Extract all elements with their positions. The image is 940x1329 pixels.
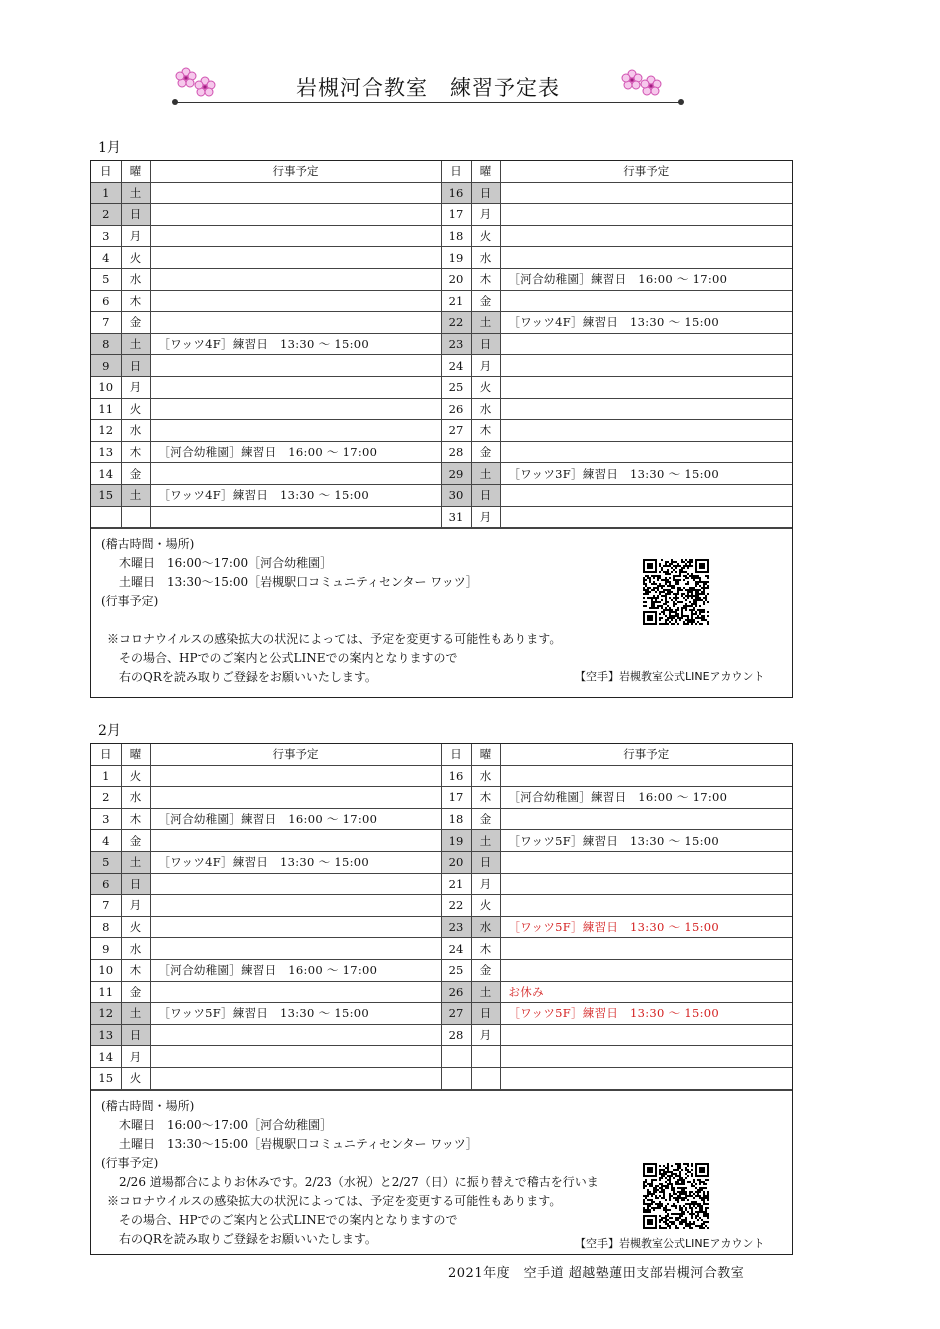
table-row bbox=[91, 463, 792, 485]
header-weekday: 曜 bbox=[471, 161, 500, 182]
weekday-cell: 水 bbox=[121, 938, 150, 960]
weekday-cell: 水 bbox=[471, 247, 500, 269]
day-cell: 4 bbox=[91, 830, 121, 852]
day-cell: 17 bbox=[441, 204, 471, 226]
event-cell bbox=[500, 938, 792, 960]
table-row bbox=[91, 506, 792, 528]
month-label-jan: 1月 bbox=[98, 140, 121, 156]
table-row bbox=[91, 355, 792, 377]
event-cell: ［河合幼稚園］練習日 16:00 〜 17:00 bbox=[150, 959, 441, 981]
table-row bbox=[91, 441, 792, 463]
day-cell: 1 bbox=[91, 765, 121, 787]
day-cell: 2 bbox=[91, 204, 121, 226]
table-row bbox=[91, 376, 792, 398]
weekday-cell: 土 bbox=[121, 182, 150, 204]
table-row bbox=[91, 290, 792, 312]
schedule-jan bbox=[90, 160, 793, 698]
corona-note-3: 右のQRを読み取りご登録をお願いいたします。 bbox=[119, 670, 377, 685]
day-cell: 13 bbox=[91, 1024, 121, 1046]
event-cell bbox=[500, 851, 792, 873]
weekday-cell: 火 bbox=[121, 247, 150, 269]
event-cell: ［河合幼稚園］練習日 16:00 〜 17:00 bbox=[500, 268, 792, 290]
day-cell: 19 bbox=[441, 830, 471, 852]
event-cell bbox=[150, 1024, 441, 1046]
weekday-cell: 水 bbox=[471, 765, 500, 787]
weekday-cell: 木 bbox=[121, 959, 150, 981]
weekday-cell: 月 bbox=[121, 895, 150, 917]
event-cell bbox=[150, 463, 441, 485]
weekday-cell: 月 bbox=[471, 204, 500, 226]
day-cell: 6 bbox=[91, 290, 121, 312]
corona-note-1: ※コロナウイルスの感染拡大の状況によっては、予定を変更する可能性もあります。 bbox=[107, 632, 562, 647]
event-cell bbox=[500, 376, 792, 398]
weekday-cell: 水 bbox=[121, 420, 150, 442]
header-weekday: 曜 bbox=[471, 744, 500, 765]
table-row bbox=[91, 268, 792, 290]
weekday-cell: 金 bbox=[121, 830, 150, 852]
header-day: 日 bbox=[91, 744, 121, 765]
event-cell bbox=[500, 895, 792, 917]
weekday-cell: 金 bbox=[121, 312, 150, 334]
event-cell bbox=[150, 895, 441, 917]
day-cell: 21 bbox=[441, 290, 471, 312]
title-area bbox=[170, 62, 686, 108]
event-cell bbox=[150, 981, 441, 1003]
table-row bbox=[91, 851, 792, 873]
event-cell bbox=[150, 376, 441, 398]
table-row bbox=[91, 959, 792, 981]
day-cell: 25 bbox=[441, 959, 471, 981]
day-cell: 18 bbox=[441, 225, 471, 247]
event-cell bbox=[500, 1046, 792, 1068]
weekday-cell: 木 bbox=[471, 420, 500, 442]
footer-text: 2021年度 空手道 超越塾蓮田支部岩槻河合教室 bbox=[448, 1266, 745, 1281]
event-cell bbox=[150, 1067, 441, 1089]
weekday-cell: 日 bbox=[121, 1024, 150, 1046]
event-cell bbox=[500, 290, 792, 312]
weekday-cell: 土 bbox=[121, 1003, 150, 1025]
weekday-cell: 火 bbox=[471, 376, 500, 398]
table-row bbox=[91, 312, 792, 334]
header-weekday: 曜 bbox=[121, 161, 150, 182]
day-cell: 17 bbox=[441, 787, 471, 809]
weekday-cell: 土 bbox=[471, 981, 500, 1003]
day-cell: 27 bbox=[441, 1003, 471, 1025]
weekday-cell: 木 bbox=[471, 938, 500, 960]
table-row bbox=[91, 204, 792, 226]
day-cell: 5 bbox=[91, 268, 121, 290]
event-cell bbox=[150, 916, 441, 938]
day-cell: 10 bbox=[91, 959, 121, 981]
event-cell bbox=[500, 398, 792, 420]
event-cell: ［河合幼稚園］練習日 16:00 〜 17:00 bbox=[150, 441, 441, 463]
day-cell: 11 bbox=[91, 398, 121, 420]
event-cell: ［河合幼稚園］練習日 16:00 〜 17:00 bbox=[500, 787, 792, 809]
event-cell bbox=[500, 420, 792, 442]
qr-code-icon bbox=[643, 559, 709, 625]
event-cell bbox=[150, 1046, 441, 1068]
weekday-cell: 土 bbox=[121, 333, 150, 355]
weekday-cell: 火 bbox=[121, 1067, 150, 1089]
weekday-cell: 金 bbox=[471, 290, 500, 312]
weekday-cell: 日 bbox=[471, 1003, 500, 1025]
header-day: 日 bbox=[441, 161, 471, 182]
weekday-cell: 月 bbox=[471, 355, 500, 377]
event-cell: お休み bbox=[500, 981, 792, 1003]
event-cell bbox=[150, 312, 441, 334]
day-cell: 15 bbox=[91, 1067, 121, 1089]
page-title: 岩槻河合教室 練習予定表 bbox=[296, 76, 560, 100]
event-cell: ［ワッツ3F］練習日 13:30 〜 15:00 bbox=[500, 463, 792, 485]
calendar-table bbox=[91, 744, 792, 1090]
day-cell: 14 bbox=[91, 463, 121, 485]
table-row bbox=[91, 916, 792, 938]
weekday-cell: 日 bbox=[471, 333, 500, 355]
event-cell bbox=[500, 873, 792, 895]
event-cell bbox=[150, 204, 441, 226]
month-label-feb: 2月 bbox=[98, 723, 121, 739]
schedule-feb bbox=[90, 743, 793, 1255]
event-cell bbox=[150, 420, 441, 442]
weekday-cell: 土 bbox=[121, 484, 150, 506]
event-cell bbox=[500, 506, 792, 528]
times-heading: (稽古時間・場所) bbox=[101, 1098, 195, 1113]
day-cell: 15 bbox=[91, 484, 121, 506]
weekday-cell: 月 bbox=[471, 1024, 500, 1046]
day-cell: 26 bbox=[441, 398, 471, 420]
day-cell: 8 bbox=[91, 916, 121, 938]
day-cell: 26 bbox=[441, 981, 471, 1003]
day-cell: 6 bbox=[91, 873, 121, 895]
day-cell: 18 bbox=[441, 808, 471, 830]
event-cell: ［ワッツ4F］練習日 13:30 〜 15:00 bbox=[500, 312, 792, 334]
day-cell: 20 bbox=[441, 851, 471, 873]
weekday-cell: 土 bbox=[121, 851, 150, 873]
flower-icon bbox=[620, 66, 664, 100]
notes-section bbox=[91, 1090, 792, 1254]
day-cell: 23 bbox=[441, 916, 471, 938]
weekday-cell: 土 bbox=[471, 312, 500, 334]
day-cell: 14 bbox=[91, 1046, 121, 1068]
table-row bbox=[91, 1067, 792, 1089]
day-cell: 3 bbox=[91, 808, 121, 830]
day-cell: 28 bbox=[441, 1024, 471, 1046]
day-cell: 4 bbox=[91, 247, 121, 269]
header-day: 日 bbox=[91, 161, 121, 182]
day-cell: 2 bbox=[91, 787, 121, 809]
day-cell: 30 bbox=[441, 484, 471, 506]
event-cell: ［ワッツ4F］練習日 13:30 〜 15:00 bbox=[150, 851, 441, 873]
weekday-cell bbox=[121, 506, 150, 528]
times-heading: (稽古時間・場所) bbox=[101, 537, 195, 552]
day-cell: 21 bbox=[441, 873, 471, 895]
header-event: 行事予定 bbox=[500, 161, 792, 182]
table-row bbox=[91, 981, 792, 1003]
table-row bbox=[91, 247, 792, 269]
weekday-cell: 月 bbox=[471, 873, 500, 895]
weekday-cell: 火 bbox=[121, 765, 150, 787]
event-cell bbox=[500, 247, 792, 269]
weekday-cell: 月 bbox=[471, 506, 500, 528]
weekday-cell: 日 bbox=[471, 182, 500, 204]
weekday-cell bbox=[471, 1046, 500, 1068]
weekday-cell: 月 bbox=[121, 376, 150, 398]
event-cell: ［河合幼稚園］練習日 16:00 〜 17:00 bbox=[150, 808, 441, 830]
weekday-cell: 木 bbox=[121, 808, 150, 830]
qr-code-icon bbox=[643, 1163, 709, 1229]
thursday-time: 木曜日 16:00〜17:00［河合幼稚園］ bbox=[119, 556, 333, 571]
event-cell bbox=[150, 787, 441, 809]
event-cell bbox=[500, 1067, 792, 1089]
weekday-cell: 木 bbox=[471, 268, 500, 290]
weekday-cell: 土 bbox=[471, 830, 500, 852]
table-row bbox=[91, 765, 792, 787]
header-day: 日 bbox=[441, 744, 471, 765]
saturday-time: 土曜日 13:30〜15:00［岩槻駅口コミュニティセンター ワッツ］ bbox=[119, 1136, 478, 1151]
weekday-cell: 金 bbox=[471, 808, 500, 830]
weekday-cell: 日 bbox=[121, 355, 150, 377]
table-row bbox=[91, 333, 792, 355]
weekday-cell: 日 bbox=[471, 851, 500, 873]
day-cell: 16 bbox=[441, 182, 471, 204]
event-cell bbox=[500, 204, 792, 226]
weekday-cell: 火 bbox=[471, 895, 500, 917]
table-row bbox=[91, 808, 792, 830]
notes-section bbox=[91, 528, 792, 697]
weekday-cell: 水 bbox=[471, 398, 500, 420]
day-cell: 9 bbox=[91, 355, 121, 377]
event-cell: ［ワッツ5F］練習日 13:30 〜 15:00 bbox=[150, 1003, 441, 1025]
table-row bbox=[91, 873, 792, 895]
table-row bbox=[91, 830, 792, 852]
table-row bbox=[91, 420, 792, 442]
day-cell bbox=[441, 1067, 471, 1089]
event-cell bbox=[500, 1024, 792, 1046]
event-cell: ［ワッツ5F］練習日 13:30 〜 15:00 bbox=[500, 916, 792, 938]
day-cell: 29 bbox=[441, 463, 471, 485]
table-row bbox=[91, 938, 792, 960]
weekday-cell: 水 bbox=[471, 916, 500, 938]
event-cell: ［ワッツ4F］練習日 13:30 〜 15:00 bbox=[150, 484, 441, 506]
weekday-cell: 日 bbox=[121, 873, 150, 895]
event-cell bbox=[150, 182, 441, 204]
qr-label: 【空手】岩槻教室公式LINEアカウント bbox=[575, 670, 765, 684]
weekday-cell bbox=[471, 1067, 500, 1089]
header-event: 行事予定 bbox=[150, 744, 441, 765]
day-cell: 13 bbox=[91, 441, 121, 463]
table-row bbox=[91, 398, 792, 420]
event-cell bbox=[500, 441, 792, 463]
day-cell: 24 bbox=[441, 355, 471, 377]
event-cell bbox=[150, 506, 441, 528]
corona-note-1: ※コロナウイルスの感染拡大の状況によっては、予定を変更する可能性もあります。 bbox=[107, 1193, 562, 1208]
table-row bbox=[91, 1024, 792, 1046]
day-cell: 1 bbox=[91, 182, 121, 204]
events-heading: (行事予定) bbox=[101, 1155, 159, 1170]
table-header-row bbox=[91, 161, 792, 182]
day-cell: 22 bbox=[441, 895, 471, 917]
table-row bbox=[91, 1003, 792, 1025]
table-row bbox=[91, 484, 792, 506]
day-cell: 7 bbox=[91, 895, 121, 917]
day-cell: 31 bbox=[441, 506, 471, 528]
weekday-cell: 月 bbox=[121, 225, 150, 247]
weekday-cell: 水 bbox=[121, 268, 150, 290]
table-header-row bbox=[91, 744, 792, 765]
qr-label: 【空手】岩槻教室公式LINEアカウント bbox=[575, 1236, 765, 1250]
weekday-cell: 金 bbox=[121, 463, 150, 485]
day-cell: 3 bbox=[91, 225, 121, 247]
corona-note-3: 右のQRを読み取りご登録をお願いいたします。 bbox=[119, 1231, 377, 1246]
event-cell bbox=[150, 225, 441, 247]
saturday-time: 土曜日 13:30〜15:00［岩槻駅口コミュニティセンター ワッツ］ bbox=[119, 575, 478, 590]
day-cell: 9 bbox=[91, 938, 121, 960]
event-cell: ［ワッツ5F］練習日 13:30 〜 15:00 bbox=[500, 830, 792, 852]
event-note: 2/26 道場都合によりお休みです。2/23（水祝）と2/27（日）に振り替えで稽古を行いま bbox=[119, 1174, 599, 1189]
events-heading: (行事予定) bbox=[101, 594, 159, 609]
day-cell: 27 bbox=[441, 420, 471, 442]
day-cell: 5 bbox=[91, 851, 121, 873]
table-row bbox=[91, 895, 792, 917]
day-cell: 23 bbox=[441, 333, 471, 355]
header-event: 行事予定 bbox=[500, 744, 792, 765]
day-cell bbox=[441, 1046, 471, 1068]
corona-note-2: その場合、HPでのご案内と公式LINEでの案内となりますので bbox=[119, 1212, 458, 1227]
event-cell bbox=[150, 268, 441, 290]
weekday-cell: 土 bbox=[471, 463, 500, 485]
event-cell bbox=[150, 247, 441, 269]
day-cell: 12 bbox=[91, 420, 121, 442]
table-row bbox=[91, 182, 792, 204]
event-cell bbox=[500, 959, 792, 981]
day-cell bbox=[91, 506, 121, 528]
day-cell: 22 bbox=[441, 312, 471, 334]
day-cell: 10 bbox=[91, 376, 121, 398]
weekday-cell: 火 bbox=[471, 225, 500, 247]
event-cell bbox=[500, 808, 792, 830]
event-cell bbox=[150, 765, 441, 787]
event-cell bbox=[150, 398, 441, 420]
weekday-cell: 木 bbox=[471, 787, 500, 809]
event-cell bbox=[150, 938, 441, 960]
weekday-cell: 日 bbox=[121, 204, 150, 226]
calendar-table bbox=[91, 161, 792, 528]
table-row bbox=[91, 1046, 792, 1068]
event-cell bbox=[500, 333, 792, 355]
event-cell bbox=[150, 355, 441, 377]
weekday-cell: 金 bbox=[471, 441, 500, 463]
event-cell bbox=[500, 355, 792, 377]
table-row bbox=[91, 787, 792, 809]
event-cell bbox=[500, 765, 792, 787]
weekday-cell: 火 bbox=[121, 398, 150, 420]
event-cell bbox=[150, 830, 441, 852]
weekday-cell: 金 bbox=[471, 959, 500, 981]
weekday-cell: 月 bbox=[121, 1046, 150, 1068]
weekday-cell: 水 bbox=[121, 787, 150, 809]
event-cell: ［ワッツ5F］練習日 13:30 〜 15:00 bbox=[500, 1003, 792, 1025]
day-cell: 8 bbox=[91, 333, 121, 355]
day-cell: 16 bbox=[441, 765, 471, 787]
event-cell bbox=[500, 182, 792, 204]
event-cell bbox=[500, 225, 792, 247]
day-cell: 28 bbox=[441, 441, 471, 463]
event-cell bbox=[150, 873, 441, 895]
header-weekday: 曜 bbox=[121, 744, 150, 765]
weekday-cell: 日 bbox=[471, 484, 500, 506]
thursday-time: 木曜日 16:00〜17:00［河合幼稚園］ bbox=[119, 1117, 333, 1132]
header-event: 行事予定 bbox=[150, 161, 441, 182]
weekday-cell: 木 bbox=[121, 290, 150, 312]
day-cell: 12 bbox=[91, 1003, 121, 1025]
weekday-cell: 火 bbox=[121, 916, 150, 938]
event-cell bbox=[150, 290, 441, 312]
event-cell bbox=[500, 484, 792, 506]
weekday-cell: 木 bbox=[121, 441, 150, 463]
day-cell: 24 bbox=[441, 938, 471, 960]
day-cell: 19 bbox=[441, 247, 471, 269]
corona-note-2: その場合、HPでのご案内と公式LINEでの案内となりますので bbox=[119, 651, 458, 666]
event-cell: ［ワッツ4F］練習日 13:30 〜 15:00 bbox=[150, 333, 441, 355]
weekday-cell: 金 bbox=[121, 981, 150, 1003]
day-cell: 25 bbox=[441, 376, 471, 398]
day-cell: 7 bbox=[91, 312, 121, 334]
table-row bbox=[91, 225, 792, 247]
title-underline bbox=[174, 102, 682, 103]
day-cell: 20 bbox=[441, 268, 471, 290]
day-cell: 11 bbox=[91, 981, 121, 1003]
